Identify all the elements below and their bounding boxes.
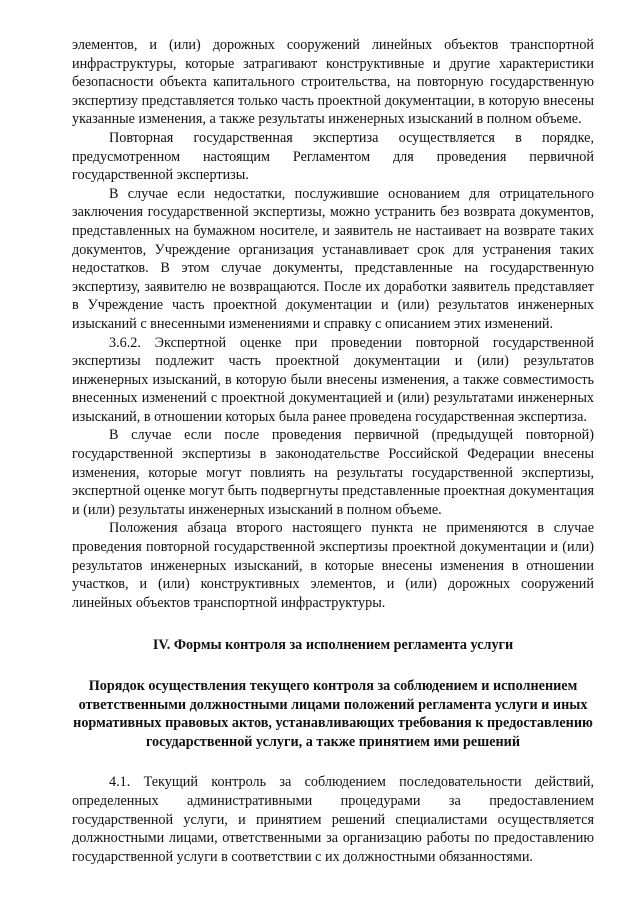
paragraph-legislation-changes: В случае если после проведения первичной (предыдущей повторной) государственной экспертизы в законодательстве Российской Федерации внесены изменения, которые могут повлиять на результаты государственной экспертизы, экспертной оценке могут быть подвергнуты представленные проектная документация и (или) результаты инженерных изысканий в полном объеме. [72, 427, 594, 518]
paragraph-4-1: 4.1. Текущий контроль за соблюдением последовательности действий, определенных административными процедурами за предоставлением государственной услуги, и принятием решений специалистами осуществляется должностными лицами, ответственными за организацию работы по предоставлению государственной услуги в соответствии с их должностными обязанностями. [72, 774, 594, 865]
section-title: Порядок осуществления текущего контроля за соблюдением и исполнением ответственными должностными лицами положений регламента услуги и иных нормативных правовых актов, устанавливающих требования к предоставлению государственной услуги, а также принятием ими решений [73, 678, 593, 750]
paragraph-continued: элементов, и (или) дорожных сооружений линейных объектов транспортной инфраструктуры, которые затрагивают конструктивные и другие характеристики безопасности объекта капитального строительства, на повторную государственную экспертизу представляется только часть проектной документации, в которую внесены указанные изменения, а также результаты инженерных изысканий в полном объеме. [72, 37, 594, 128]
paragraph-3-6-2: 3.6.2. Экспертной оценке при проведении повторной государственной экспертизы подлежит часть проектной документации и (или) результатов инженерных изысканий, в которую были внесены изменения, а также совместимость внесенных изменений с проектной документацией и (или) результатами инженерных изысканий, в отношении которых была ранее проведена государственная экспертиза. [72, 334, 594, 425]
chapter-title: IV. Формы контроля за исполнением регламента услуги [152, 637, 514, 654]
paragraph-repeat-expertise: Повторная государственная экспертиза осуществляется в порядке, предусмотренном настоящим Регламентом для проведения первичной государственной экспертизы. [72, 129, 594, 184]
paragraph-deficiencies: В случае если недостатки, послужившие основанием для отрицательного заключения государственной экспертизы, можно устранить без возврата документов, представленных на бумажном носителе, и заявитель не настаивает на возврате таких документов, Учреждение организация устанавливает срок для устранения таких недостатков. В этом случае документы, представленные на государственную экспертизу, заявителю не возвращаются. После их доработки заявитель представляет в Учреждение часть проектной документации и (или) результатов инженерных изысканий с внесенными изменениями и справку с описанием этих изменений. [72, 185, 594, 332]
paragraph-exceptions: Положения абзаца второго настоящего пункта не применяются в случае проведения повторной государственной экспертизы проектной документации и (или) результатов инженерных изысканий, в которые внесены изменения в отношении участков, и (или) конструктивных элементов, и (или) дорожных сооружений линейных объектов транспортной инфраструктуры. [72, 520, 594, 611]
